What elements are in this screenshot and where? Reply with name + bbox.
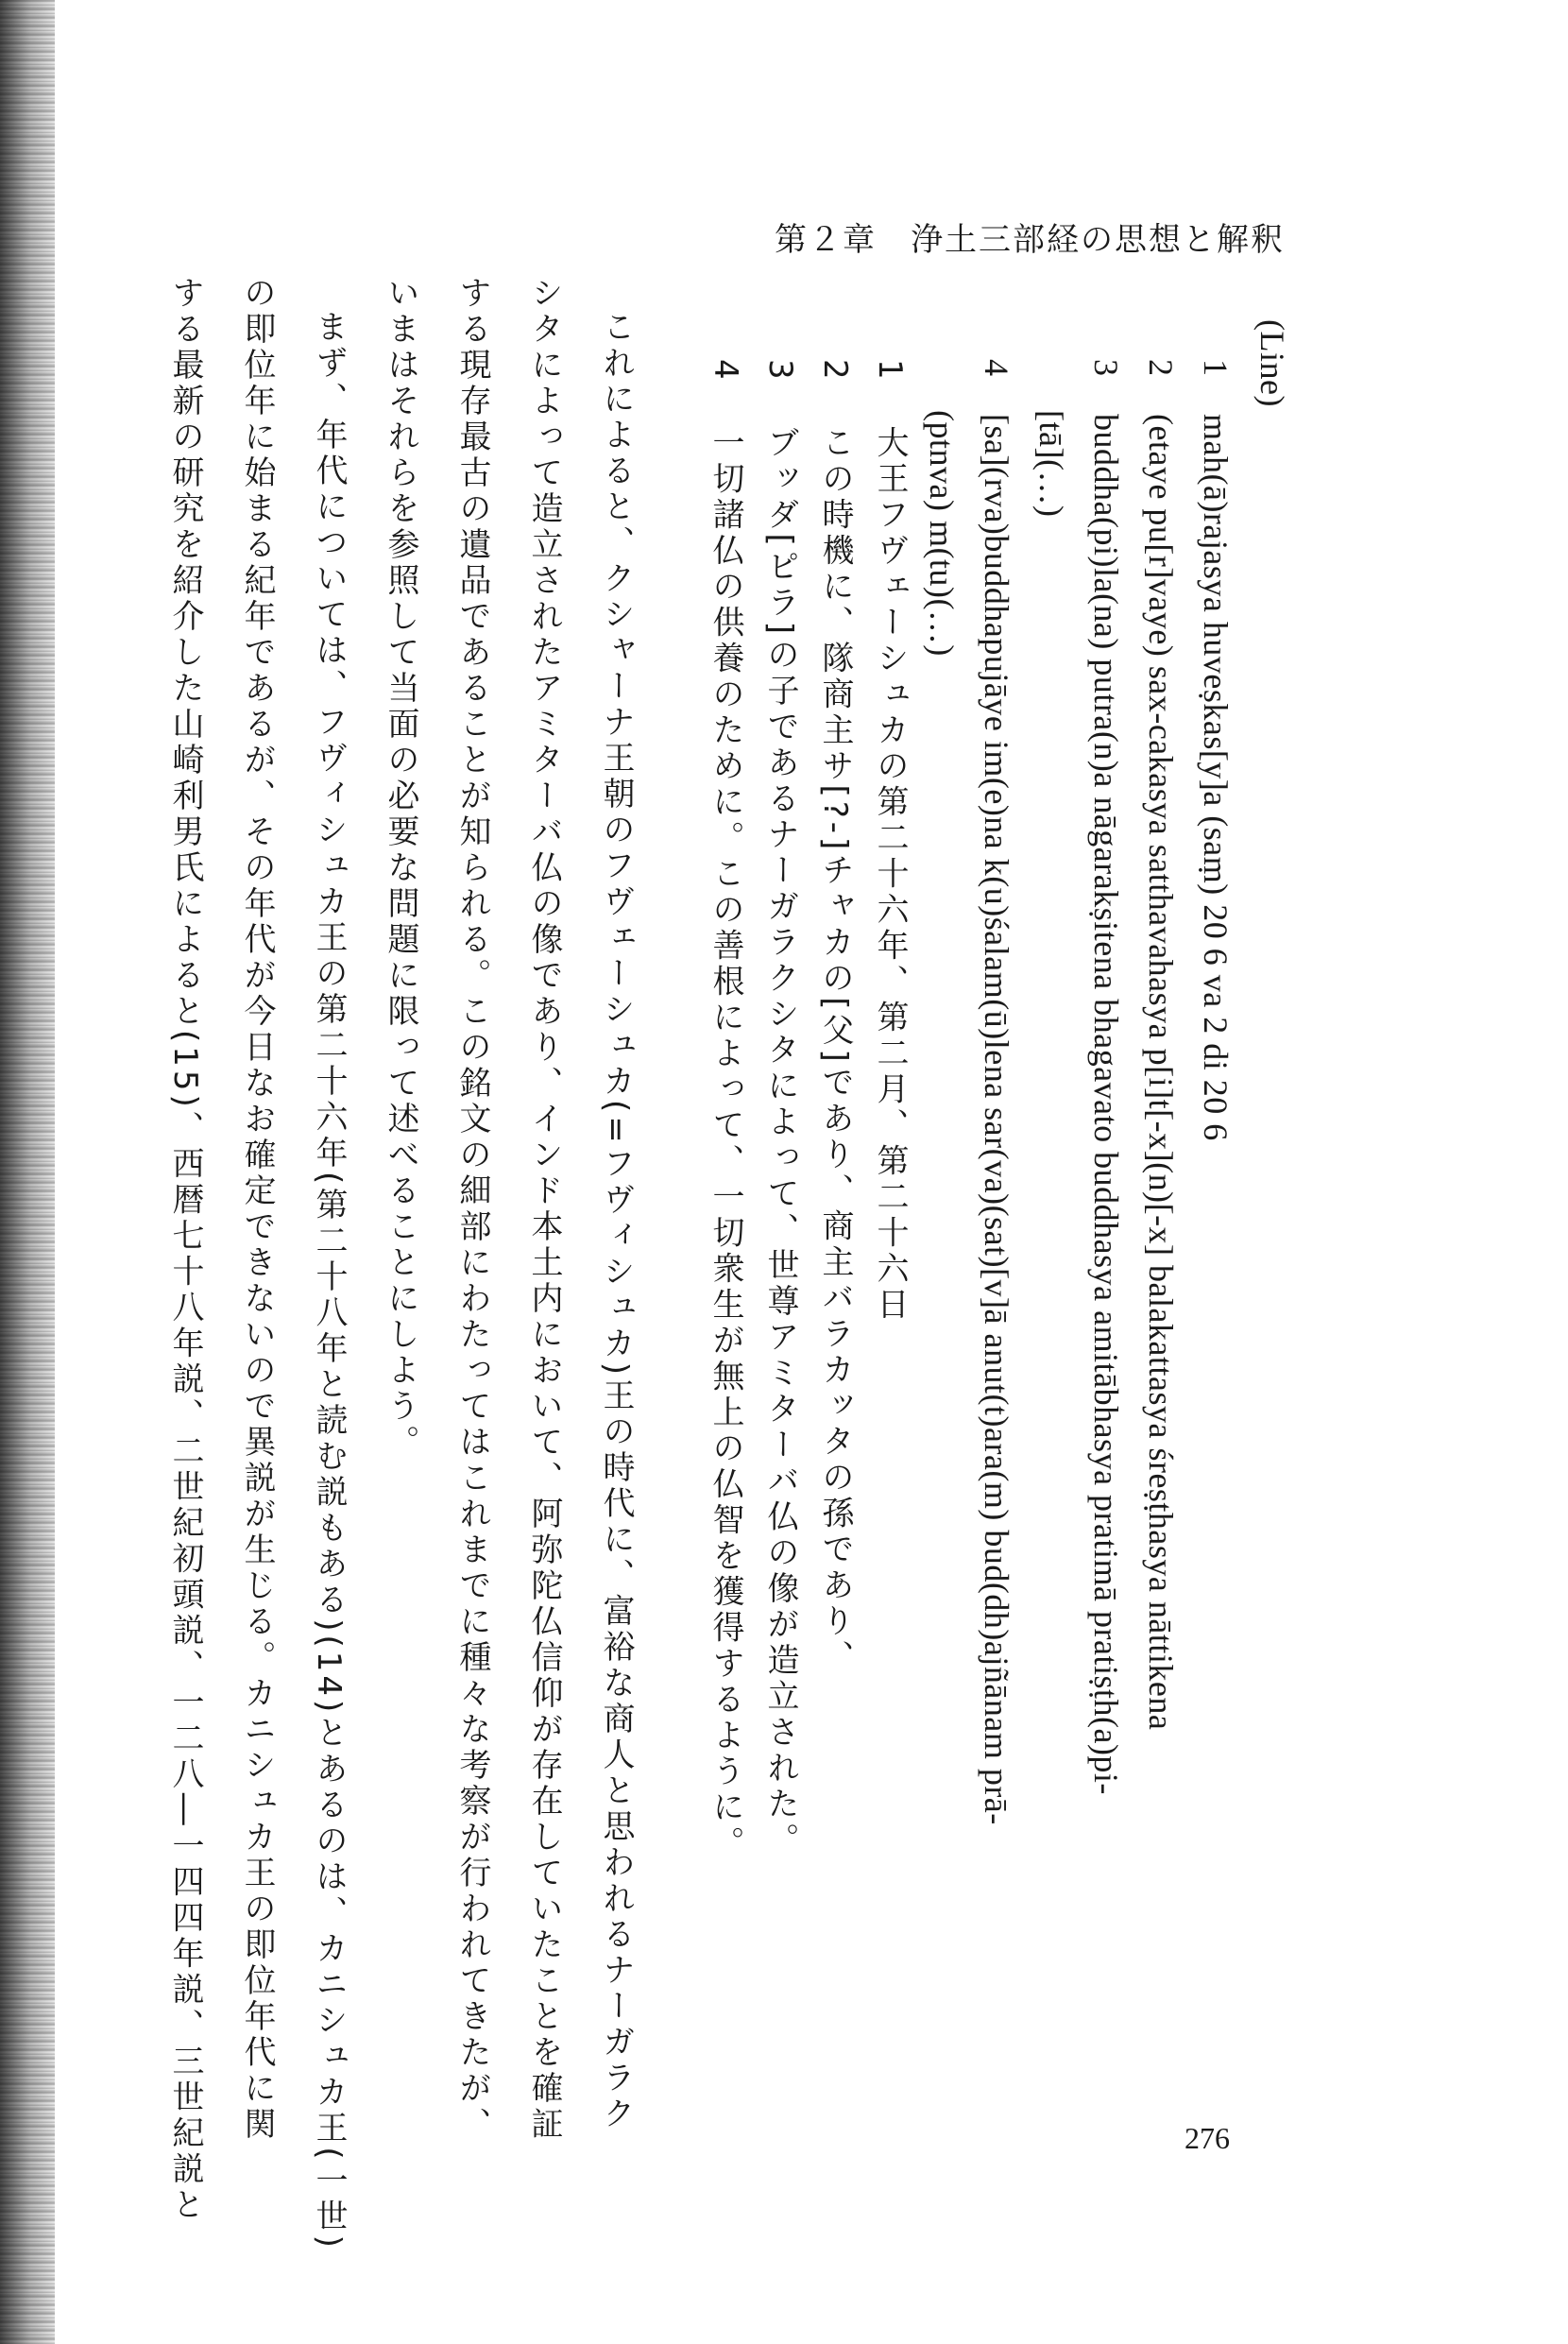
translation-line-1 <box>867 359 913 1323</box>
line-number: 1 <box>871 359 909 384</box>
translation-line-2 <box>812 359 859 1676</box>
transliteration-line-3 <box>1086 359 1126 1795</box>
transliteration-text: (etaye pu[r]vaye) sax-cakasya satthavahasya p[i]t[-x](n)[-x] balakattasya śreṣṭhasya nāttikena <box>1142 414 1180 1731</box>
running-head: 第２章 浄土三部経の思想と解釈 <box>775 221 1285 259</box>
translation-text: ブッダ[ピラ]の子であるナーガラクシタによって、世尊アミターバ仏の像が造立された。 <box>761 425 799 1858</box>
line-number: 1 <box>1197 359 1235 377</box>
body-line-7: する最新の研究を紹介した山崎利男氏によると(15)、西暦七十八年説、二世紀初頭説、一二八―一四四年説、三世紀説と <box>166 276 204 2224</box>
transliteration-text: buddha(pi)la(na) putra(n)a nāgarakṣitena bhagavato buddhasya amitābhasya pratimā pratiṣṭh(a)pi- <box>1087 414 1125 1795</box>
body-line-3: する現存最古の遺品であることが知られる。この銘文の細部にわたってはこれまでに種々な考察が行われてきたが、 <box>453 276 491 2143</box>
transliteration-line-1 <box>1196 359 1236 1141</box>
translation-line-3 <box>758 359 804 1858</box>
body-line-2: シタによって造立されたアミターバ仏の像であり、インド本土内において、阿弥陀仏信仰が存在していたことを確証 <box>525 276 563 2143</box>
line-heading: (Line) <box>1253 319 1291 407</box>
body-line-6: の即位年に始まる紀年であるが、その年代が今日なお確定できないので異説が生じる。カニシュカ王の即位年代に関 <box>238 276 276 2143</box>
transliteration-text: [tā](…) <box>1032 410 1070 518</box>
scan-edge-shadow <box>0 0 55 2344</box>
transliteration-line-2 <box>1141 359 1181 1730</box>
line-number: 3 <box>761 359 799 384</box>
transliteration-text: [sa](rva)buddhapujāye im(e)na k(u)śalam(ū)lena sar(va)(sat)[v]ā anut(t)ara(m) bud(dh)ajñānam prā- <box>978 414 1015 1825</box>
body-line-1: これによると、クシャーナ王朝のフヴェーシュカ(=フヴィシュカ)王の時代に、富裕な商人と思われるナーガラク <box>597 310 635 2133</box>
transliteration-text: mah(ā)rajasya huveṣkas[y]a (saṃ) 20 6 va 2 di 20 6 <box>1197 414 1235 1141</box>
page-number: 276 <box>1185 2121 1230 2155</box>
transliteration-line-4 <box>977 359 1016 1825</box>
line-number: 4 <box>978 359 1015 377</box>
translation-line-4 <box>703 359 749 1861</box>
translation-text: この時機に、隊商主サ[?-]チャカの[父]であり、商主バラカッタの孫であり、 <box>816 425 854 1676</box>
line-number: 4 <box>707 359 744 384</box>
body-line-4: いまはそれらを参照して当面の必要な問題に限って述べることにしよう。 <box>382 276 419 1461</box>
body-line-5: まず、年代については、フヴィシュカ王の第二十六年(第二十八年と読む説もある)(14)とあるのは、カニシュカ王(一世) <box>310 310 348 2251</box>
line-number: 2 <box>1142 359 1180 377</box>
transliteration-line-3-cont <box>1031 410 1071 517</box>
translation-text: 一切諸仏の供養のために。この善根によって、一切衆生が無上の仏智を獲得するように。 <box>707 425 744 1862</box>
translation-text: 大王フヴェーシュカの第二十六年、第二月、第二十六日 <box>871 425 909 1324</box>
transliteration-text: (ptnva) m(tu)(…) <box>923 410 961 657</box>
transliteration-line-4-cont <box>922 410 962 657</box>
line-number: 3 <box>1087 359 1125 377</box>
line-number: 2 <box>816 359 854 384</box>
